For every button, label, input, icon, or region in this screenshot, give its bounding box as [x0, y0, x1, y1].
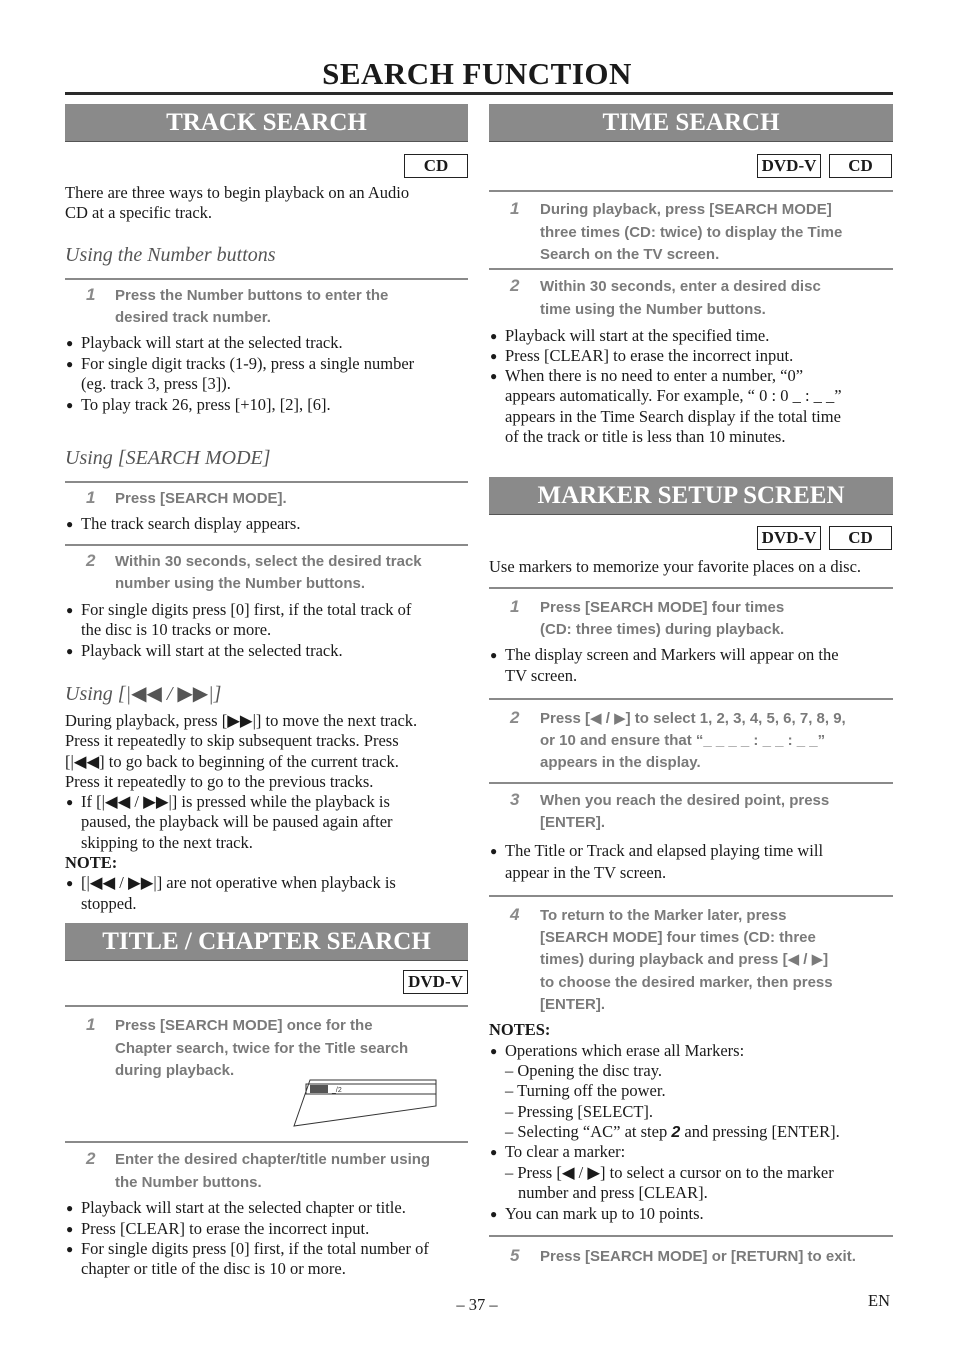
step-text: desired track number.: [115, 309, 271, 326]
bullet-item: ● When there is no need to enter a number, “0”: [490, 366, 804, 385]
dvd-v-tag: DVD-V: [403, 970, 468, 994]
step-text: during playback.: [115, 1062, 235, 1079]
step-number: 1: [510, 597, 520, 616]
title-rule: [65, 92, 893, 95]
bullet-continuation: (eg. track 3, press [3]).: [81, 374, 231, 393]
step-text: or 10 and ensure that “_ _ _ _ : _ _ : _ _”: [540, 732, 826, 749]
step-text: appears in the display.: [540, 754, 701, 771]
divider: [489, 782, 893, 784]
step-number: 1: [86, 488, 96, 507]
step-number: 4: [510, 905, 520, 924]
bullet-continuation: chapter or title of the disc is 10 or more.: [81, 1259, 346, 1278]
bullet-item: ● Operations which erase all Markers:: [490, 1041, 745, 1060]
bullet-item: ● To play track 26, press [+10], [2], [6].: [66, 395, 331, 414]
bullet-item: ● For single digits press [0] first, if the total number of: [66, 1239, 429, 1258]
step-text: Search on the TV screen.: [540, 246, 720, 263]
step-text: (CD: three times) during playback.: [540, 621, 785, 638]
bullet-item: ● You can mark up to 10 points.: [490, 1204, 704, 1223]
step-text: [ENTER].: [540, 814, 605, 831]
divider: [65, 278, 468, 280]
note-subitem: – Pressing [SELECT].: [505, 1102, 654, 1121]
bullet-continuation: appears automatically. For example, “ 0 : 0 _ : _ _”: [505, 386, 842, 405]
note-subitem: – Turning off the power.: [505, 1081, 666, 1100]
dvd-v-tag: DVD-V: [757, 154, 821, 178]
skip-text: During playback, press [▶▶|] to move the next track.: [65, 711, 418, 730]
marker-setup-heading: MARKER SETUP SCREEN: [489, 477, 893, 515]
cd-tag: CD: [829, 526, 892, 550]
step-text: Press the Number buttons to enter the: [115, 287, 389, 304]
step-text: time using the Number buttons.: [540, 301, 766, 318]
step-number: 2: [510, 708, 520, 727]
bullet-item: ● Playback will start at the selected track.: [66, 333, 343, 352]
step-number: 3: [510, 790, 520, 809]
divider: [65, 1141, 468, 1143]
tv-screen-illustration: [290, 1076, 440, 1128]
step-number: 1: [510, 199, 520, 218]
cd-tag: CD: [829, 154, 892, 178]
bullet-item: ● [|◀◀ / ▶▶|] are not operative when playback is: [66, 873, 396, 892]
bullet-continuation: stopped.: [81, 894, 137, 913]
skip-text: Press it repeatedly to go to the previous tracks.: [65, 772, 374, 791]
track-search-heading: TRACK SEARCH: [65, 104, 468, 142]
divider: [489, 587, 893, 589]
track-intro-1: There are three ways to begin playback on an Audio: [65, 183, 410, 202]
bullet-continuation: of the track or title is less than 10 minutes.: [505, 427, 786, 446]
step-text: Within 30 seconds, select the desired track: [115, 553, 422, 570]
note-subitem: – Press [◀ / ▶] to select a cursor on to the marker: [505, 1163, 834, 1182]
step-number: 1: [86, 1015, 96, 1034]
step-text: [ENTER].: [540, 996, 605, 1013]
bullet-continuation: appears in the Time Search display if the total time: [505, 407, 841, 426]
search-mode-subheading: Using [SEARCH MODE]: [65, 447, 271, 469]
skip-text: [|◀◀] to go back to beginning of the current track.: [65, 752, 399, 771]
bullet-item: ● The track search display appears.: [66, 514, 301, 533]
note-label: NOTE:: [65, 853, 118, 872]
bullet-item: ● Press [CLEAR] to erase the incorrect input.: [490, 346, 794, 365]
note-subitem: number and press [CLEAR].: [518, 1183, 708, 1202]
bullet-item: ● If [|◀◀ / ▶▶|] is pressed while the playback is: [66, 792, 390, 811]
bullet-item: ● Press [CLEAR] to erase the incorrect input.: [66, 1219, 370, 1238]
step-text: number using the Number buttons.: [115, 575, 365, 592]
divider: [489, 1235, 893, 1237]
step-text: the Number buttons.: [115, 1174, 262, 1191]
step-number: 1: [86, 285, 96, 304]
step-number: 2: [86, 1149, 96, 1168]
step-text: three times (CD: twice) to display the Time: [540, 224, 843, 241]
divider: [65, 544, 468, 546]
cd-tag: CD: [404, 154, 468, 178]
page-number: – 37 –: [456, 1295, 498, 1314]
step-text: Press [SEARCH MODE] once for the: [115, 1017, 373, 1034]
note-subitem: – Opening the disc tray.: [505, 1061, 663, 1080]
step-number: 2: [510, 276, 520, 295]
step-text: Chapter search, twice for the Title search: [115, 1040, 409, 1057]
step-text: Enter the desired chapter/title number using: [115, 1151, 431, 1168]
step-text: To return to the Marker later, press: [540, 907, 787, 924]
skip-text: Press it repeatedly to skip subsequent tracks. Press: [65, 731, 399, 750]
bullet-item: ● To clear a marker:: [490, 1142, 626, 1161]
bullet-continuation: the disc is 10 tracks or more.: [81, 620, 272, 639]
bullet-item: ● For single digit tracks (1-9), press a single number: [66, 354, 415, 373]
note-subitem: – Selecting “AC” at step 2 and pressing [ENTER].: [505, 1122, 840, 1141]
divider: [65, 481, 468, 483]
step-text: Press [◀ / ▶] to select 1, 2, 3, 4, 5, 6, 7, 8, 9,: [540, 710, 846, 727]
number-buttons-subheading: Using the Number buttons: [65, 244, 276, 266]
divider: [489, 698, 893, 700]
bullet-item: ● Playback will start at the selected track.: [66, 641, 343, 660]
divider: [489, 268, 893, 270]
bullet-item: ● Playback will start at the selected chapter or title.: [66, 1198, 406, 1217]
step-text: During playback, press [SEARCH MODE]: [540, 201, 832, 218]
bullet-item: ● The display screen and Markers will appear on the: [490, 645, 839, 664]
notes-label: NOTES:: [489, 1020, 551, 1039]
step-text: Press [SEARCH MODE] four times: [540, 599, 785, 616]
skip-subheading: Using [|◀◀ / ▶▶|]: [65, 683, 222, 705]
divider: [65, 1005, 468, 1007]
step-number: 2: [86, 551, 96, 570]
screen-readout: _/2: [332, 1087, 342, 1094]
time-search-heading: TIME SEARCH: [489, 104, 893, 142]
step-text: to choose the desired marker, then press: [540, 974, 833, 991]
step-number: 5: [510, 1246, 520, 1265]
step-text: Within 30 seconds, enter a desired disc: [540, 278, 821, 295]
marker-intro: Use markers to memorize your favorite places on a disc.: [489, 557, 862, 576]
bullet-continuation: appear in the TV screen.: [505, 863, 667, 882]
title-chapter-heading: TITLE / CHAPTER SEARCH: [65, 923, 468, 961]
bullet-item: ● Playback will start at the specified time.: [490, 326, 770, 345]
bullet-continuation: skipping to the next track.: [81, 833, 253, 852]
step-text: times) during playback and press [◀ / ▶]: [540, 951, 829, 968]
divider: [489, 190, 893, 192]
page-title: SEARCH FUNCTION: [322, 56, 632, 91]
step-text: [SEARCH MODE] four times (CD: three: [540, 929, 816, 946]
dvd-v-tag: DVD-V: [757, 526, 821, 550]
divider: [489, 895, 893, 897]
bullet-continuation: TV screen.: [505, 666, 578, 685]
step-text: Press [SEARCH MODE] or [RETURN] to exit.: [540, 1248, 856, 1265]
bullet-item: ● The Title or Track and elapsed playing time will: [490, 841, 824, 860]
language-code: EN: [868, 1291, 890, 1310]
step-text: Press [SEARCH MODE].: [115, 490, 287, 507]
bullet-continuation: paused, the playback will be paused again after: [81, 812, 393, 831]
step-text: When you reach the desired point, press: [540, 792, 830, 809]
track-intro-2: CD at a specific track.: [65, 203, 213, 222]
bullet-item: ● For single digits press [0] first, if the total track of: [66, 600, 412, 619]
